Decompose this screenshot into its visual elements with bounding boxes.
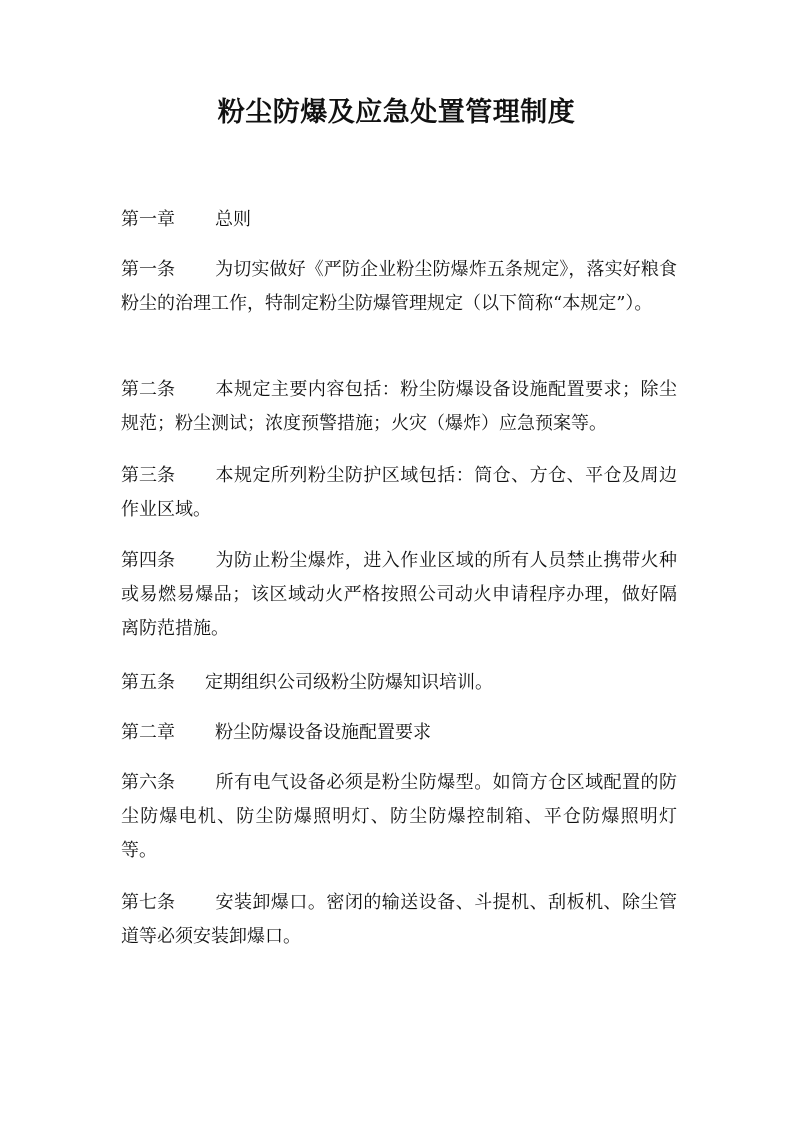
article-paragraph	[121, 766, 677, 868]
paragraph-text: 定期组织公司级粉尘防爆知识培训。	[205, 672, 493, 693]
chapter-heading	[121, 716, 677, 750]
document-title: 粉尘防爆及应急处置管理制度	[217, 97, 576, 128]
paragraph-text: 为防止粉尘爆炸，进入作业区域的所有人员禁止携带火种或易燃易爆品；该区域动火严格按照公司动火申请程序办理，做好隔离防范措施。	[121, 550, 677, 639]
paragraph-label: 第一条	[121, 259, 175, 280]
paragraph-text: 所有电气设备必须是粉尘防爆型。如筒方仓区域配置的防尘防爆电机、防尘防爆照明灯、防尘防爆控制箱、平仓防爆照明灯等。	[121, 772, 677, 861]
paragraph-label: 第五条	[121, 672, 175, 693]
article-paragraph	[121, 253, 677, 321]
article-paragraph	[121, 373, 677, 441]
paragraph-label: 第一章	[121, 209, 175, 230]
paragraph-text: 为切实做好《严防企业粉尘防爆炸五条规定》，落实好粮食粉尘的治理工作，特制定粉尘防爆管理规定（以下简称“本规定”）。	[121, 259, 677, 314]
paragraph-text: 总则	[215, 209, 251, 230]
article-paragraph	[121, 886, 677, 954]
paragraph-label: 第四条	[121, 550, 175, 571]
chapter-heading	[121, 203, 677, 237]
paragraph-text: 安装卸爆口。密闭的输送设备、斗提机、刮板机、除尘管道等必须安装卸爆口。	[121, 892, 677, 947]
paragraph-text: 本规定主要内容包括：粉尘防爆设备设施配置要求；除尘规范；粉尘测试；浓度预警措施；火灾（爆炸）应急预案等。	[121, 379, 677, 434]
article-paragraph	[121, 459, 677, 527]
paragraph-label: 第三条	[121, 465, 175, 486]
paragraph-label: 第六条	[121, 772, 175, 793]
paragraph-label: 第七条	[121, 892, 175, 913]
article-paragraph	[121, 544, 677, 646]
paragraph-text: 粉尘防爆设备设施配置要求	[215, 722, 431, 743]
paragraph-text: 本规定所列粉尘防护区域包括：筒仓、方仓、平仓及周边作业区域。	[121, 465, 677, 520]
paragraph-label: 第二条	[121, 379, 175, 400]
article-paragraph	[121, 666, 677, 700]
paragraph-label: 第二章	[121, 722, 175, 743]
